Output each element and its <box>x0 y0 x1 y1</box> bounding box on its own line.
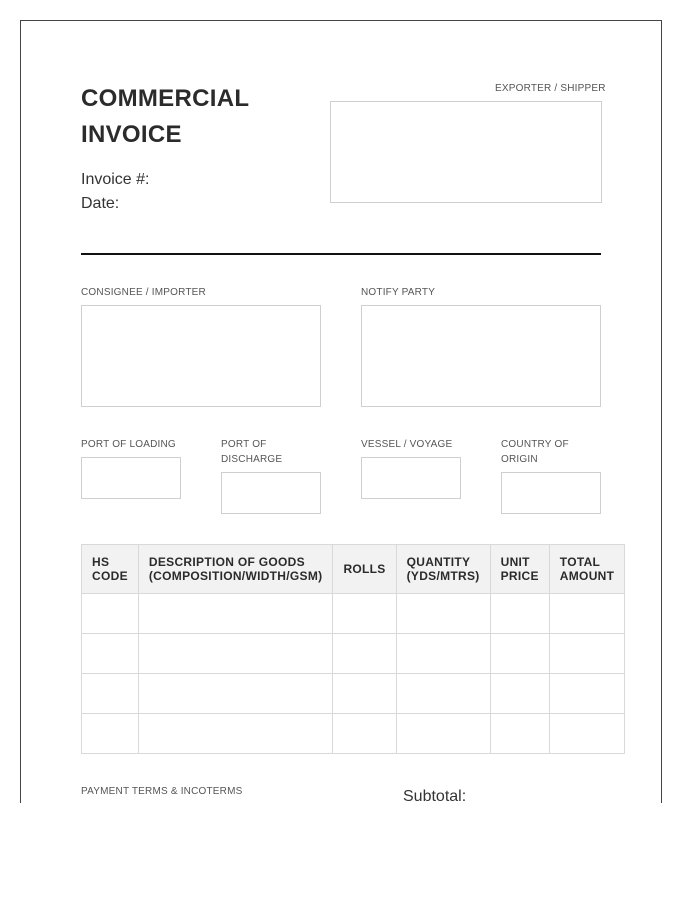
payment-terms-label: PAYMENT TERMS & INCOTERMS <box>81 786 243 797</box>
vessel-voyage-label: VESSEL / VOYAGE <box>361 439 453 450</box>
table-cell[interactable] <box>333 674 396 714</box>
notify-party-label: NOTIFY PARTY <box>361 287 436 298</box>
notify-party-field[interactable] <box>361 305 601 407</box>
table-header-row <box>82 545 625 594</box>
table-cell[interactable] <box>490 594 549 634</box>
invoice-sheet <box>20 20 662 803</box>
table-row <box>82 634 625 674</box>
table-cell[interactable] <box>333 634 396 674</box>
goods-table <box>81 544 625 754</box>
table-row <box>82 594 625 634</box>
table-cell[interactable] <box>396 714 490 754</box>
port-of-discharge-label <box>221 437 282 467</box>
port-of-discharge-field[interactable] <box>221 472 321 514</box>
country-of-origin-label-line2: ORIGIN <box>501 454 538 465</box>
table-cell[interactable] <box>490 634 549 674</box>
table-cell[interactable] <box>549 634 624 674</box>
table-cell[interactable] <box>396 634 490 674</box>
table-cell[interactable] <box>82 594 139 634</box>
header-unit-price: UNIT PRICE <box>490 545 549 594</box>
table-cell[interactable] <box>490 674 549 714</box>
table-cell[interactable] <box>333 594 396 634</box>
table-cell[interactable] <box>138 594 333 634</box>
country-of-origin-label-line1: COUNTRY OF <box>501 439 569 450</box>
table-cell[interactable] <box>549 594 624 634</box>
table-cell[interactable] <box>396 594 490 634</box>
table-cell[interactable] <box>490 714 549 754</box>
port-of-loading-label: PORT OF LOADING <box>81 439 176 450</box>
vessel-voyage-field[interactable] <box>361 457 461 499</box>
table-cell[interactable] <box>333 714 396 754</box>
table-cell[interactable] <box>82 714 139 754</box>
table-cell[interactable] <box>138 714 333 754</box>
country-of-origin-label <box>501 437 569 467</box>
title-line-2: INVOICE <box>81 121 182 148</box>
table-row <box>82 674 625 714</box>
document-title <box>81 81 301 153</box>
header-hs-code: HS CODE <box>82 545 139 594</box>
consignee-field[interactable] <box>81 305 321 407</box>
port-of-discharge-label-line2: DISCHARGE <box>221 454 283 465</box>
date-label: Date: <box>81 195 120 212</box>
port-of-loading-field[interactable] <box>81 457 181 499</box>
subtotal-label: Subtotal: <box>403 788 467 803</box>
table-cell[interactable] <box>138 634 333 674</box>
header-rolls: ROLLS <box>333 545 396 594</box>
country-of-origin-field[interactable] <box>501 472 601 514</box>
exporter-field[interactable] <box>330 101 602 203</box>
title-line-1: COMMERCIAL <box>81 85 250 112</box>
exporter-label: EXPORTER / SHIPPER <box>495 83 606 94</box>
table-cell[interactable] <box>396 674 490 714</box>
table-row <box>82 714 625 754</box>
invoice-number-label: Invoice #: <box>81 171 150 188</box>
table-cell[interactable] <box>138 674 333 714</box>
table-cell[interactable] <box>82 674 139 714</box>
table-cell[interactable] <box>549 714 624 754</box>
header-divider <box>81 253 601 255</box>
table-cell[interactable] <box>549 674 624 714</box>
header-quantity: QUANTITY (YDS/MTRS) <box>396 545 490 594</box>
port-of-discharge-label-line1: PORT OF <box>221 439 267 450</box>
table-cell[interactable] <box>82 634 139 674</box>
header-total-amount: TOTAL AMOUNT <box>549 545 624 594</box>
header-description: DESCRIPTION OF GOODS (COMPOSITION/WIDTH/GSM) <box>138 545 333 594</box>
consignee-label: CONSIGNEE / IMPORTER <box>81 287 206 298</box>
